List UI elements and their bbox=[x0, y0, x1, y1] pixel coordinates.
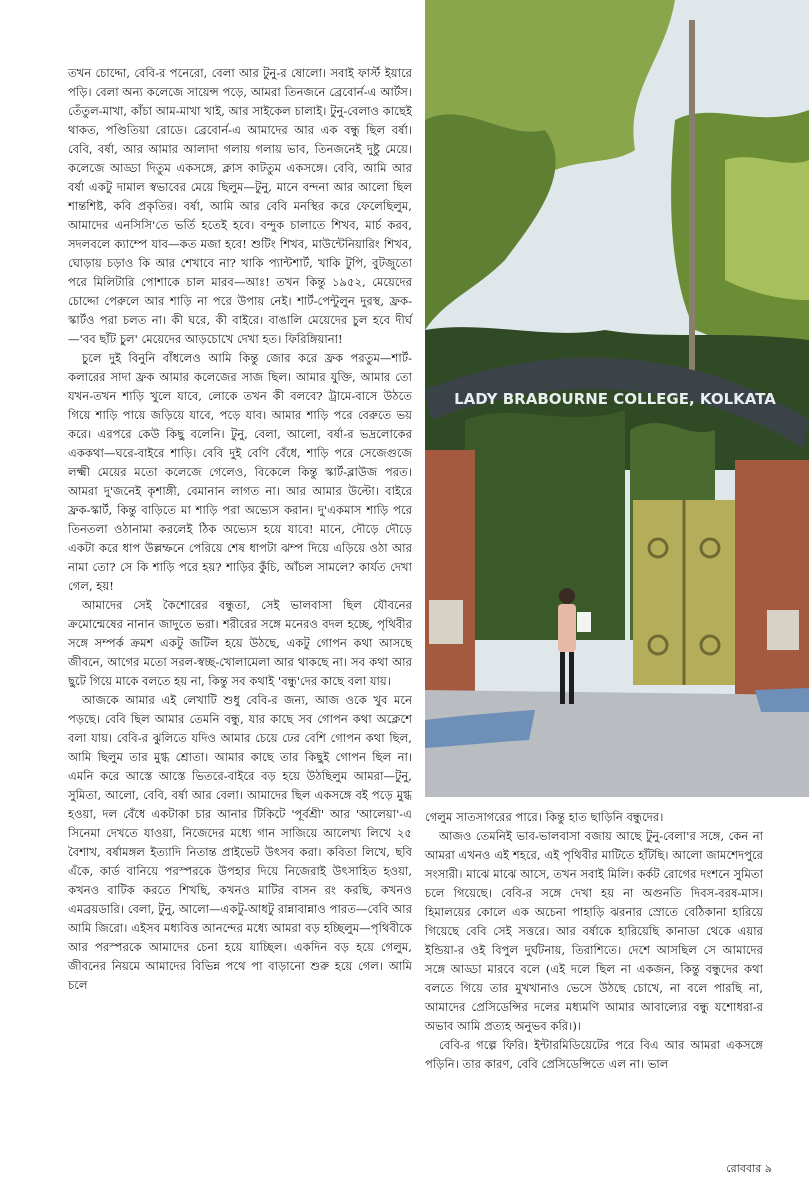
article-column-right bbox=[425, 808, 763, 1074]
paragraph: আজকে আমার এই লেখাটি শুধু বেবি-র জন্য, আজ ওকে খুব মনে পড়ছে। বেবি ছিল আমার তেমনি বন্ধু, যার কাছে সব গোপন কথা অক্লেশে বলা যায়। বেবি-র ঝুলিতে যদিও আমার চেয়ে ঢের বেশি গোপন কথা ছিল, আমি ছিলুম তার মুগ্ধ শ্রোতা। আমার কাছে তার কিছুই গোপন ছিল না। এমনি করে আস্তে আস্তে ভিতরে-বাইরে বড় হয়ে উঠছিলুম আমরা—টুনু, সুমিতা, আলো, বেবি, বর্ষা আর বেলা। আমাদের ছিল একসঙ্গে বই পড়ে মুগ্ধ হওয়া, দল বেঁধে একটাকা চার আনার টিকিটে 'পূর্বশ্রী' আর 'আলেয়া'-এ সিনেমা দেখতে যাওয়া, নিজেদের মধ্যে গান সাজিয়ে আলেখ্য লিখে ২৫ বৈশাখ, বর্ষামঙ্গল ইত্যাদি নিতান্ত প্রাইভেট উৎসব করা। কবিতা লিখে, ছবি এঁকে, কার্ড বানিয়ে পরস্পরকে উপহার দিয়ে নিজেরাই উৎসাহিত হওয়া, কখনও বাটিক করতে শিখছি, কখনও মাটির বাসন রং করছি, কখনও এমব্রয়ডারি। বেলা, টুনু, আলো—একটু-আধটু রান্নাবান্নাও পারত—বেবি আর আমি জিরো। এইসব মধ্যবিত্ত আনন্দের মধ্যে আমরা বড় হচ্ছিলুম—পৃথিবীকে আর পরস্পরকে আমাদের চেনা হয়ে যাচ্ছিল। একদিন বড় হয়ে গেলুম, জীবনের নিয়মে আমাদের বিভিন্ন পথে পা বাড়ানো শুরু হয়ে গেল। আমি চলে bbox=[68, 693, 413, 992]
paragraph: গেলুম সাতসাগরের পারে। কিন্তু হাত ছাড়িনি বন্ধুদের। bbox=[425, 810, 664, 824]
paragraph: চুলে দুই বিনুনি বাঁধলেও আমি কিন্তু জোর করে ফ্রক পরতুম—শার্ট-কলারের সাদা ফ্রক আমার কলেজের সাজ ছিল। আমার যুক্তি, আমার তো যখন-তখন শাড়ি খুলে যাবে, লোকে তখন কী বলবে? ট্রামে-বাসে উঠতে গিয়ে শাড়ি পায়ে জড়িয়ে যাবে, পড়ে যাব। আমার শাড়ি পরে বেরুতে ভয় করে। এরপরে কেউ কিছু বলেনি। টুনু, বেলা, আলো, বর্ষা-র ভদ্রলোকের এককথা—ঘরে-বাইরে শাড়ি। বেবি দুই বেণি বেঁধে, শাড়ি পরে সেজেগুজে লক্ষ্মী মেয়ের মতো কলেজে গেলেও, বিকেলে কিন্তু স্কার্ট-ব্লাউজ পরত। আমরা দু'জনেই কৃশাঙ্গী, বেমানান লাগত না। আর আমার উল্টো। বাইরে ফ্রক-স্কার্ট, কিন্তু বাড়িতে মা শাড়ি পরা অভ্যেস করান। দু'একমাস শাড়ি পরে তিনতলা ওঠানামা করলেই ঠিক অভ্যেস হয়ে যাবে! মানে, দৌড়ে দৌড়ে একটা করে ধাপ উল্লম্ফনে পেরিয়ে শেষ ধাপটা ঝম্প দিয়ে এড়িয়ে ওঠা আর নামা তো? সে কি শাড়ি পরে হয়? শাড়ির কুঁচি, আঁচল সামলে? কার্যত দেখা গেল, হয়! bbox=[68, 351, 412, 593]
gate-sign: LADY BRABOURNE COLLEGE, KOLKATA bbox=[454, 390, 776, 408]
college-gate-photo bbox=[425, 0, 809, 797]
paragraph: আমাদের সেই কৈশোরের বন্ধুতা, সেই ভালবাসা ছিল যৌবনের ক্রমোন্মেষের নানান জাদুতে ভরা। শরীরের সঙ্গে মনেরও বদল হচ্ছে, পৃথিবীর সঙ্গে সম্পর্ক ক্রমশ একটু জটিল হয়ে উঠছে, একটু গোপন কথা আসছে জীবনে, আগের মতো সরল-স্বচ্ছ-খোলামেলা আর থাকছে না। সব কথা আর ছুটে গিয়ে মাকে বলতে হয় না, কিন্তু সব কথাই 'বন্ধু'দের কাছে বলা যায়। bbox=[68, 598, 412, 688]
page-footer: রোববার ৯ bbox=[726, 1162, 772, 1175]
paragraph: বেবি-র গল্পে ফিরি। ইন্টারমিডিয়েটের পরে বিএ আর আমরা একসঙ্গে পড়িনি। তার কারণ, বেবি প্রেসিডেন্সিতে এল না। ভাল bbox=[425, 1038, 763, 1071]
article-column-left bbox=[68, 64, 412, 995]
paragraph: আজও তেমনিই ভাব-ভালবাসা বজায় আছে টুনু-বেলা'র সঙ্গে, কেন না আমরা এখনও এই শহরে, এই পৃথিবীর মাটিতে হাঁটছি। আলো জামশেদপুরে সংসারী। মাঝে মাঝে আসে, তখন সবাই মিলি। কর্কট রোগের দংশনে সুমিতা চলে গিয়েছে। বেবি-র সঙ্গে দেখা হয় না অগুনতি দিবস-বরষ-মাস। হিমালয়ের কোলে এক অচেনা পাহাড়ি ঝরনার স্রোতে বেঠিকানা হারিয়ে গিয়েছে বেবি সেই সত্তরে। আর বর্ষাকে হারিয়েছি কানাডা থেকে এয়ার ইন্ডিয়া-র ওই বিপুল দুর্ঘটনায়, তিরাশিতে। দেশে আসছিল সে আমাদের সঙ্গে আড্ডা মারবে বলে (এই দলে ছিল না একজন, কিন্তু বন্ধুদের কথা বলতে গিয়ে তার মুখখানাও ভেসে উঠছে চোখে, না বলে পারছি না, আমাদের প্রেসিডেন্সির দলের মধ্যমণি আমার আবাল্যের বন্ধু যশোধরা-র অভাব আমি প্রত্যহ অনুভব করি।)। bbox=[425, 829, 763, 1033]
paragraph: তখন চোদ্দো, বেবি-র পনেরো, বেলা আর টুনু-র ষোলো। সবাই ফার্স্ট ইয়ারে পড়ি। বেলা অন্য কলেজে সায়েন্স পড়ে, আমরা তিনজনে ব্রেবোর্ন-এ আর্টস। তেঁতুল-মাখা, কাঁচা আম-মাখা খাই, আর সাইকেল চালাই। টুনু-বেলাও কাছেই থাকত, পণ্ডিতিয়া রোডে। ব্রেবোর্ন-এ আমাদের আর এক বন্ধু ছিল বর্ষা। বেবি, বর্ষা, আর আমার আলাদা গলায় গলায় ভাব, তিনজনেই দুষ্টু মেয়ে। কলেজে আড্ডা দিতুম একসঙ্গে, ক্লাস কাটতুম একসঙ্গে। বেবি, আমি আর বর্ষা একটু দামাল স্বভাবের মেয়ে ছিলুম—টুনু, মানে বন্দনা আর আলো ছিল শান্তশিষ্ট, কবি প্রকৃতির। বর্ষা, আমি আর বেবি মনস্থির করে ফেলেছিলুম, আমাদের এনসিসি'তে ভর্তি হতেই হবে। বন্দুক চালাতে শিখব, মার্চ করব, সদলবলে ক্যাম্পে যাব—কত মজা হবে! শুটিং শিখব, মাউন্টেনিয়ারিং শিখব, ঘোড়ায় চড়াও কি আর শেখাবে না? খাকি প্যান্টশার্ট, খাকি টুপি, বুটজুতো পরে মিলিটারি পোশাকে চাল মারব—আঃ! তখন কিন্তু ১৯৫২, মেয়েদের চোদ্দো পেরুলে আর শাড়ি না পরে উপায় নেই। শার্ট-পেন্টুলুন দুরস্থ, ফ্রক-স্কার্টও পরা চলত না। কী ঘরে, কী বাইরে। বাঙালি মেয়েদের চুল হবে দীর্ঘ—'বব ছাঁট চুল' মেয়েদের আড়চোখে দেখা হত। ফিরিঙ্গিয়ানা! bbox=[68, 66, 412, 346]
